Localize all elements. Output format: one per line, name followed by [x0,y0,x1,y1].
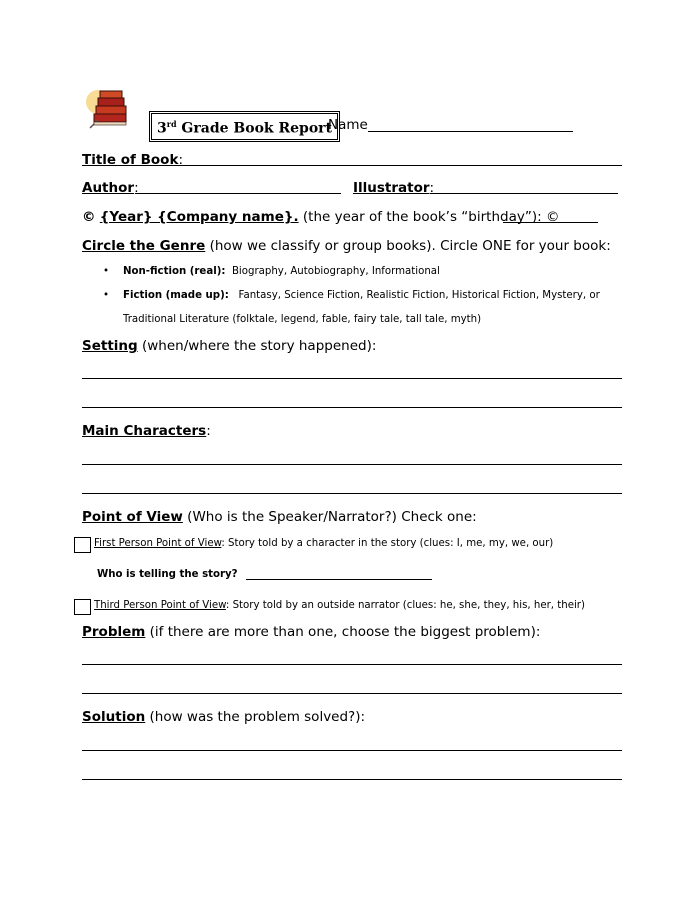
report-title-sup: rd [166,119,177,129]
copyright-description: (the year of the book’s “birthday”): © [302,209,560,225]
author-input-line[interactable] [135,193,341,194]
author-label: Author: [82,180,139,196]
report-title-grade: 3 [157,120,167,137]
title-of-book-label: Title of Book: [82,152,184,168]
illustrator-label: Illustrator: [353,180,435,196]
problem-heading: Problem (if there are more than one, choose the biggest problem): [82,624,541,640]
main-characters-input-line-2[interactable] [82,493,622,494]
copyright-row [82,208,559,226]
setting-heading: Setting (when/where the story happened): [82,338,377,354]
genre-fiction-item-cont: Traditional Literature (folktale, legend, fable, fairy tale, tall tale, myth) [123,314,482,325]
setting-input-line-2[interactable] [82,407,622,408]
copyright-symbol: © [82,209,96,225]
solution-input-line-1[interactable] [82,750,622,751]
third-person-option: Third Person Point of View: Story told by an outside narrator (clues: he, she, they, his, her, their) [94,600,585,611]
who-telling-label: Who is telling the story? [97,569,238,580]
name-input-line[interactable] [368,131,573,132]
setting-input-line-1[interactable] [82,378,622,379]
main-characters-heading: Main Characters: [82,423,211,439]
main-characters-input-line-1[interactable] [82,464,622,465]
report-title [149,111,340,142]
first-person-option: First Person Point of View: Story told by a character in the story (clues: I, me, my, we, our) [94,538,554,549]
third-person-checkbox[interactable] [74,599,91,615]
name-label: Name [328,117,368,133]
problem-input-line-2[interactable] [82,693,622,694]
books-stack-icon [84,84,134,130]
title-of-book-input-line[interactable] [178,165,622,166]
point-of-view-heading: Point of View (Who is the Speaker/Narrator?) Check one: [82,509,477,525]
solution-input-line-2[interactable] [82,779,622,780]
genre-heading: Circle the Genre (how we classify or group books). Circle ONE for your book: [82,238,611,254]
who-telling-input-line[interactable] [246,579,432,580]
illustrator-input-line[interactable] [430,193,618,194]
genre-nonfiction-item: • Non-fiction (real): Biography, Autobiography, Informational [123,265,440,279]
copyright-year-input-line[interactable] [503,222,598,223]
solution-heading: Solution (how was the problem solved?): [82,709,366,725]
first-person-checkbox[interactable] [74,537,91,553]
genre-fiction-item: • Fiction (made up): Fantasy, Science Fiction, Realistic Fiction, Historical Fiction, Mystery, or [123,289,600,303]
report-title-text: Grade Book Report [176,120,333,137]
problem-input-line-1[interactable] [82,664,622,665]
copyright-placeholder: {Year} {Company name}. [99,209,299,225]
